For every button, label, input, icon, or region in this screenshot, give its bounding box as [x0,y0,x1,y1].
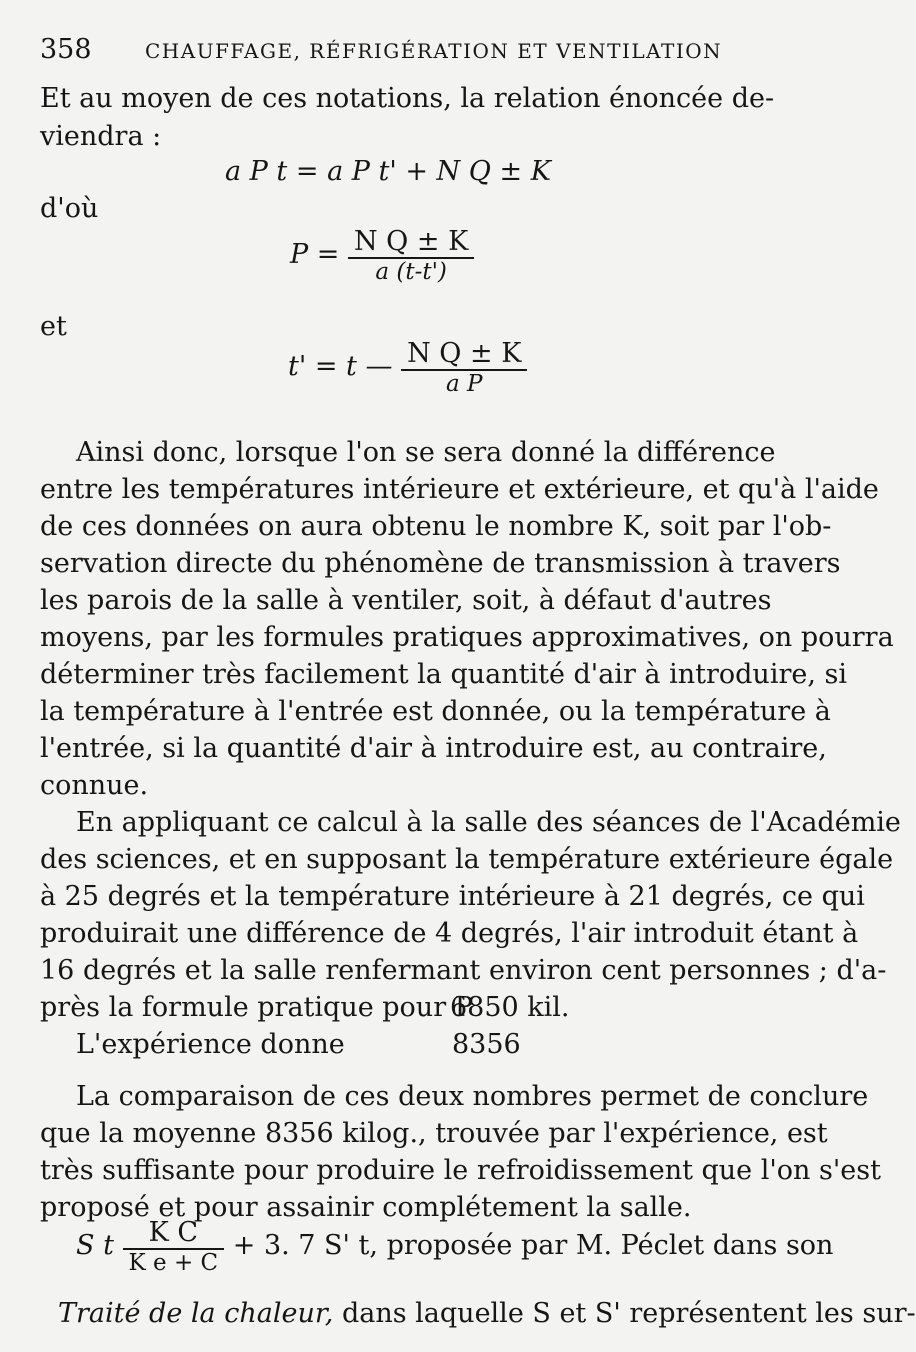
equation-4-denominator: K e + C [128,1250,219,1276]
equation-2-left: P = [290,239,340,270]
paragraph-line: les parois de la salle à ventiler, soit, à défaut d'autres [40,585,772,616]
word-et: et [40,311,67,342]
equation-3-fraction [401,338,527,397]
result-row [40,1028,760,1062]
paragraph-line: déterminer très facilement la quantité d'air à introduire, si [40,659,847,690]
paragraph-line: proposé et pour assainir complétement la salle. [40,1192,692,1223]
equation-1: a P t = a P t' + N Q ± K [225,156,551,187]
paragraph-line: l'entrée, si la quantité d'air à introduire est, au contraire, [40,733,827,764]
paragraph-line: La comparaison de ces deux nombres permet de conclure [76,1081,869,1112]
paragraph-line: de ces données on aura obtenu le nombre K, soit par l'ob- [40,511,832,542]
equation-4 [76,1217,833,1276]
paragraph-line: connue. [40,770,149,801]
word-dou: d'où [40,193,99,224]
equation-2 [290,226,474,285]
paragraph-line: viendra : [40,121,162,152]
result-2-label: L'expérience donne [76,1029,345,1060]
equation-2-fraction [348,226,474,285]
page-header [40,34,760,74]
paragraph-line: moyens, par les formules pratiques approximatives, on pourra [40,622,894,653]
equation-4-prefix: S t [76,1230,114,1261]
equation-4-suffix: + 3. 7 S' t, [232,1230,378,1261]
page-number: 358 [40,34,92,65]
paragraph-line: En appliquant ce calcul à la salle des séances de l'Académie [76,807,901,838]
running-title: CHAUFFAGE, RÉFRIGÉRATION ET VENTILATION [145,39,723,63]
equation-2-numerator: N Q ± K [348,226,474,259]
paragraph-line [40,991,760,1025]
paragraph-line: Ainsi donc, lorsque l'on se sera donné la différence [76,437,776,468]
paragraph-line: que la moyenne 8356 kilog., trouvée par l'expérience, est [40,1118,828,1149]
paragraph-line: produirait une différence de 4 degrés, l'air introduit étant à [40,918,859,949]
paragraph-line: 16 degrés et la salle renfermant environ cent personnes ; d'a- [40,955,887,986]
equation-3-denominator: a P [446,371,483,397]
paragraph-line: Et au moyen de ces notations, la relation énoncée de- [40,83,775,114]
book-title: Traité de la chaleur, [58,1298,334,1329]
last-line-text: dans laquelle S et S' représentent les sur- [341,1298,916,1329]
equation-3-numerator: N Q ± K [401,338,527,371]
paragraph-line: des sciences, et en supposant la température extérieure égale [40,844,894,875]
equation-3 [288,338,527,397]
result-2-value: 8356 [452,1029,521,1060]
equation-3-left: t' = t — [288,351,393,382]
paragraph-line: servation directe du phénomène de transmission à travers [40,548,841,579]
equation-4-trailing: proposée par M. Péclet dans son [386,1230,834,1261]
paragraph-line [58,1297,916,1331]
paragraph-line: très suffisante pour produire le refroidissement que l'on s'est [40,1155,881,1186]
equation-4-fraction [123,1217,225,1276]
result-1-value: 6850 kil. [450,992,570,1023]
paragraph-line: entre les températures intérieure et extérieure, et qu'à l'aide [40,474,879,505]
result-1-label: près la formule pratique pour P [40,992,473,1023]
equation-2-denominator: a (t-t') [375,259,447,285]
paragraph-line: à 25 degrés et la température intérieure à 21 degrés, ce qui [40,881,865,912]
equation-4-numerator: K C [123,1217,225,1250]
paragraph-line: la température à l'entrée est donnée, ou la température à [40,696,831,727]
